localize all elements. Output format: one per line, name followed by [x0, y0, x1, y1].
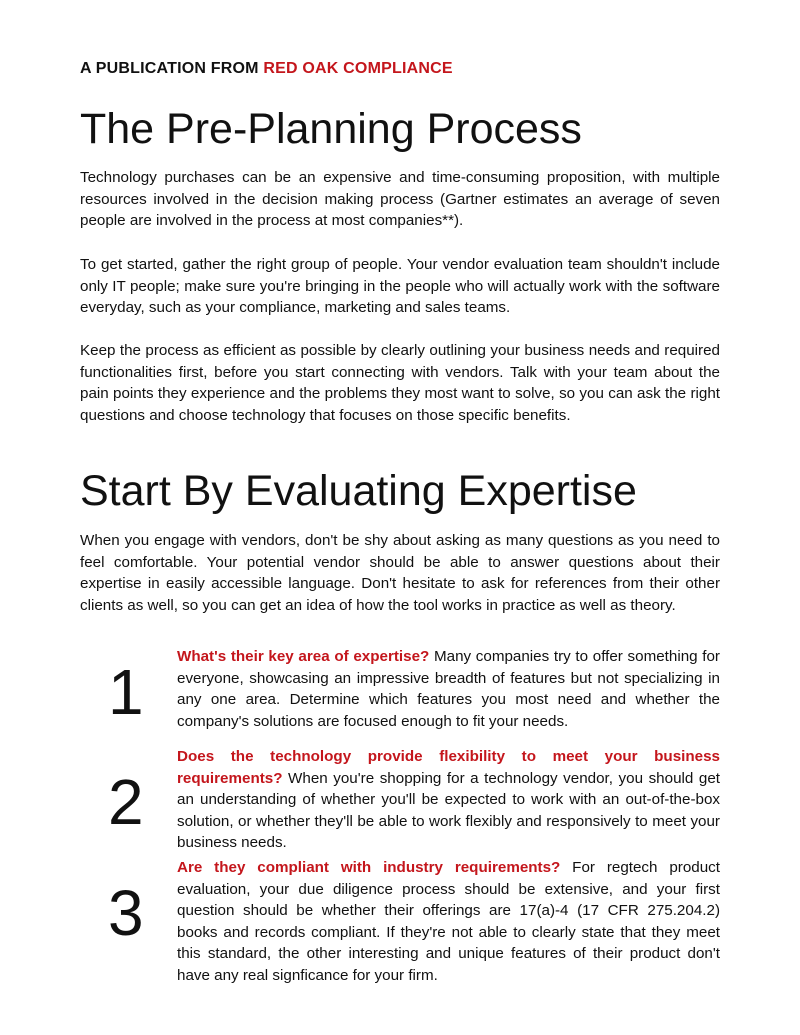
paragraph-intro: When you engage with vendors, don't be shy about asking as many questions as you need to feel comfortable. Your potential vendor should be able to answer questions about their expertise in easily accessible language. Don't hesitate to ask for references from their other clients as well, so you can get an idea of how the tool works in practice as well as theory. [80, 532, 720, 614]
item-text: For regtech product evaluation, your due diligence process should be extensive, and your first question should be whether their offerings are 17(a)-4 (17 CFR 275.204.2) books and records compliant. If they're not able to clearly state that they meet this standard, the other interesting and unique features of their product don't have any real signficance for your firm. [177, 859, 720, 984]
item-body [177, 646, 720, 732]
item-text: When you're shopping for a technology vendor, you should get an understanding of whether you'll be expected to work with an out-of-the-box solution, or whether they'll be able to work flexibly and responsively to meet your business needs. [177, 769, 720, 851]
publication-brand: RED OAK COMPLIANCE [263, 60, 453, 77]
item-question: What's their key area of expertise? [177, 648, 430, 665]
item-text: Many companies try to offer something for everyone, showcasing an impressive breadth of features but not specializing in any one area. Determine which features you most need and whether the company's solutions are focused enough to fit your needs. [177, 648, 720, 730]
section-title-pre-planning: The Pre-Planning Process [80, 105, 582, 153]
paragraph: To get started, gather the right group of people. Your vendor evaluation team shouldn't include only IT people; make sure you're bringing in the people who will actually work with the software everyday, such as your compliance, marketing and sales teams. [80, 256, 720, 316]
paragraph: Technology purchases can be an expensive and time-consuming proposition, with multiple resources involved in the decision making process (Gartner estimates an average of seven people are involved in the process at most companies**). [80, 169, 720, 229]
item-body [177, 857, 720, 986]
item-number: 1 [108, 656, 144, 728]
item-question: Does the technology provide flexibility to meet your business requirements? [177, 748, 720, 787]
publication-prefix: A PUBLICATION FROM [80, 60, 264, 77]
item-body [177, 746, 720, 854]
item-number: 2 [108, 766, 144, 838]
item-number: 3 [108, 877, 144, 949]
item-question: Are they compliant with industry requirements? [177, 859, 561, 876]
paragraph: Keep the process as efficient as possible by clearly outlining your business needs and required functionalities first, before you start connecting with vendors. Talk with your team about the pain points they experience and the problems they most want to solve, so you can ask the right questions and choose technology that focuses on those specific benefits. [80, 342, 720, 424]
publication-header [80, 60, 453, 78]
section-title-evaluating-expertise: Start By Evaluating Expertise [80, 467, 637, 515]
